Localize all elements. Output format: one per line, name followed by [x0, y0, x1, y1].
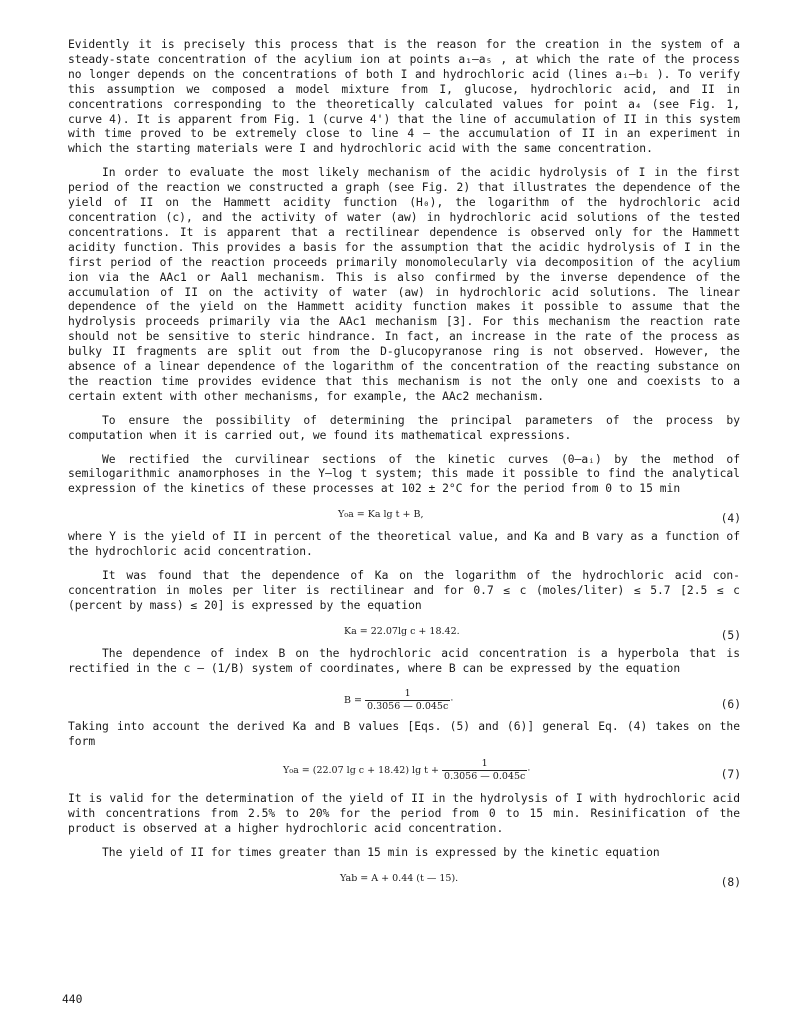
paragraph-5: where Y is the yield of II in percent of the theoretical value, and Ka and B vary as a function of the hydrochloric acid concentration. [68, 530, 740, 559]
page-body [68, 38, 740, 894]
paragraph-6: It was found that the dependence of Ka on the logarithm of the hydrochloric acid con-concentration in moles per liter is rectilinear and for 0.7 ≤ c (moles/liter) ≤ 5.7 [2.5 ≤ c (percent by mass) ≤ 20] is expressed by the equation [68, 569, 740, 612]
equation-6-lhs: B = [344, 694, 362, 706]
equation-4 [68, 503, 740, 527]
equation-6 [68, 683, 740, 717]
equation-8 [68, 867, 740, 891]
equation-6-tail: · [450, 694, 454, 706]
equation-8-text: Yab = A + 0.44 (t — 15). [340, 873, 459, 885]
paragraph-9: It is valid for the determination of the yield of II in the hydrolysis of I with hydrochloric acid with concentrations from 2.5% to 20% for the period from 0 to 15 min. Resinification of the product is observed at a higher hydrochloric acid concentration. [68, 792, 740, 836]
paragraph-10: The yield of II for times greater than 15 min is expressed by the kinetic equation [102, 846, 660, 860]
paragraph-2: In order to evaluate the most likely mechanism of the acidic hydrolysis of I in the first period of the reaction we constructed a graph (see Fig. 2) that illustrates the dependence of the yield of II on the Hammett acidity function (H₀), the logarithm of the hydrochloric acid concentration (c), and the activity of water (aw) in hydrochloric acid solutions of the tested concentrations. It is apparent that a rectilinear dependence is observed only for the Hammett acidity function. This provides a basis for the assumption that the acidic hydrolysis of I in the first period of the reaction proceeds primarily monomolecularly via decomposition of the acylium ion via the AAc1 or Aal1 mechanism. This is also confirmed by the inverse dependence of the accumulation of II on the activity of water (aw) in hydrochloric acid solutions. The linear dependence of the yield on the Hammett acidity function makes it possible to assume that the hydrolysis proceeds primarily via the AAc1 mechanism [3]. For this mechanism the reaction rate should not be sensitive to steric hindrance. In fact, an increase in the rate of the process as bulky II fragments are split out from the D-glucopyranose ring is not observed. However, the absence of a linear dependence of the logarithm of the concentration of the reacting substance on the reaction time provides evidence that this mechanism is not the only one and coexists to a certain extent with other mechanisms, for example, the AAc2 mechanism. [68, 166, 740, 403]
paragraph-1: Evidently it is precisely this process that is the reason for the creation in the system of a steady-state concentration of the acylium ion at points a₁—a₅ , at which the rate of the process no longer depends on the concentrations of both I and hydrochloric acid (lines aᵢ—bᵢ ). To verify this assumption we composed a model mixture from I, glucose, hydrochloric acid, and II in concentrations corresponding to the theoretically calculated values for point a₄ (see Fig. 1, curve 4). It is apparent from Fig. 1 (curve 4') that the line of accumulation of II in this system with time proved to be extremely close to line 4 — the accumulation of II in an experiment in which the starting materials were I and hydrochloric acid with the same concentration. [68, 38, 740, 156]
equation-4-number: (4) [720, 512, 741, 526]
equation-7-fraction [442, 758, 527, 783]
equation-6-number: (6) [720, 697, 741, 711]
paragraph-7: The dependence of index B on the hydrochloric acid concentration is a hyperbola that is rectified in the c — (1/B) system of coordinates, where B can be expressed by the equation [68, 646, 740, 675]
paragraph-4: We rectified the curvilinear sections of the kinetic curves (0—aᵢ) by the method of semilogarithmic anamorphoses in the Y—log t system; this made it possible to find the analytical expression of the kinetics of these processes at 102 ± 2°C for the period from 0 to 15 min [68, 452, 740, 496]
paragraph-8: Taking into account the derived Ka and B values [Eqs. (5) and (6)] general Eq. (4) takes on the form [68, 719, 740, 748]
equation-7-body [283, 758, 530, 783]
equation-5 [68, 620, 740, 644]
equation-8-number: (8) [720, 876, 741, 890]
page-number: 440 [62, 993, 83, 1006]
equation-6-body [344, 688, 453, 713]
equation-6-numerator: 1 [365, 688, 450, 701]
equation-7 [68, 755, 740, 789]
equation-4-text: Y₀a = Ka lg t + B, [338, 509, 424, 521]
equation-5-text: Ka = 22.07lg c + 18.42. [344, 625, 460, 637]
equation-7-tail: · [527, 765, 531, 777]
equation-7-numerator: 1 [442, 758, 527, 771]
equation-7-number: (7) [720, 768, 741, 782]
equation-6-fraction [365, 688, 450, 713]
paragraph-3: To ensure the possibility of determining the principal parameters of the process by computation when it is carried out, we found its mathematical expressions. [68, 413, 740, 442]
equation-6-denominator: 0.3056 — 0.045c [367, 700, 449, 712]
equation-7-lhs: Y₀a = (22.07 lg c + 18.42) lg t + [283, 765, 439, 777]
equation-5-number: (5) [720, 628, 741, 642]
equation-7-denominator: 0.3056 — 0.045c [444, 771, 526, 783]
